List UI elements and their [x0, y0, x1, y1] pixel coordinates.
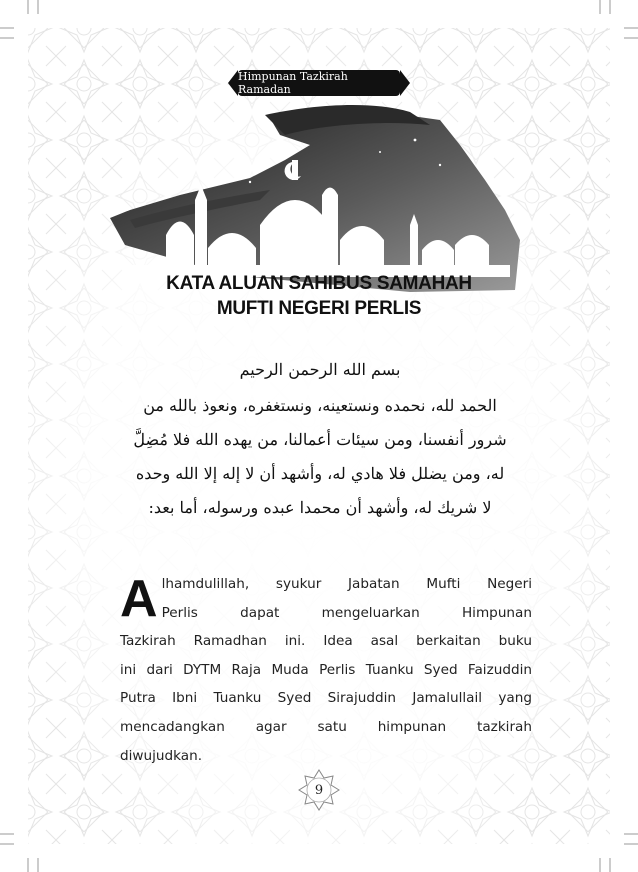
- paragraph-line-6: mencadangkan agar satu himpunan tazkirah: [120, 718, 532, 735]
- paragraph-line-1: lhamdulillah, syukur Jabatan Mufti Negeri: [161, 576, 532, 592]
- running-header-tab: [238, 70, 400, 96]
- paragraph-line-3: Tazkirah Ramadhan ini. Idea asal berkaitan buku: [120, 633, 532, 650]
- paragraph-line-2: Perlis dapat mengeluarkan Himpunan: [161, 604, 532, 621]
- mosque-banner-illustration: [110, 100, 525, 295]
- paragraph-line-4: ini dari DYTM Raja Muda Perlis Tuanku Syed Faizuddin: [120, 661, 532, 678]
- foreword-paragraph: [120, 570, 532, 770]
- page-number: 9: [314, 782, 324, 798]
- page-title-line-2: MUFTI NEGERI PERLIS: [216, 298, 422, 319]
- running-header-label: Himpunan Tazkirah Ramadan: [238, 70, 348, 96]
- arabic-basmala: بسم الله الرحمن الرحيم: [239, 360, 401, 379]
- page-number-badge: [297, 768, 341, 812]
- arabic-line-5: لا شريك له، وأشهد أن محمدا عبده ورسوله، أما بعد:: [148, 498, 492, 517]
- drop-cap: A: [120, 570, 158, 628]
- arabic-line-2: الحمد لله، نحمده ونستعينه، ونستغفره، ونعوذ بالله من: [143, 396, 497, 415]
- paragraph-line-7: diwujudkan.: [120, 747, 203, 764]
- page-title-line-1: KATA ALUAN SAHIBUS SAMAHAH: [166, 273, 472, 294]
- arabic-line-4: له، ومن يضلل فلا هادي له، وأشهد أن لا إله إلا الله وحده: [135, 464, 505, 483]
- arabic-line-3: شرور أنفسنا، ومن سيئات أعمالنا، من يهده الله فلا مُضِلَّ: [133, 430, 507, 449]
- paragraph-line-5: Putra Ibni Tuanku Syed Sirajuddin Jamalullail yang: [120, 690, 532, 707]
